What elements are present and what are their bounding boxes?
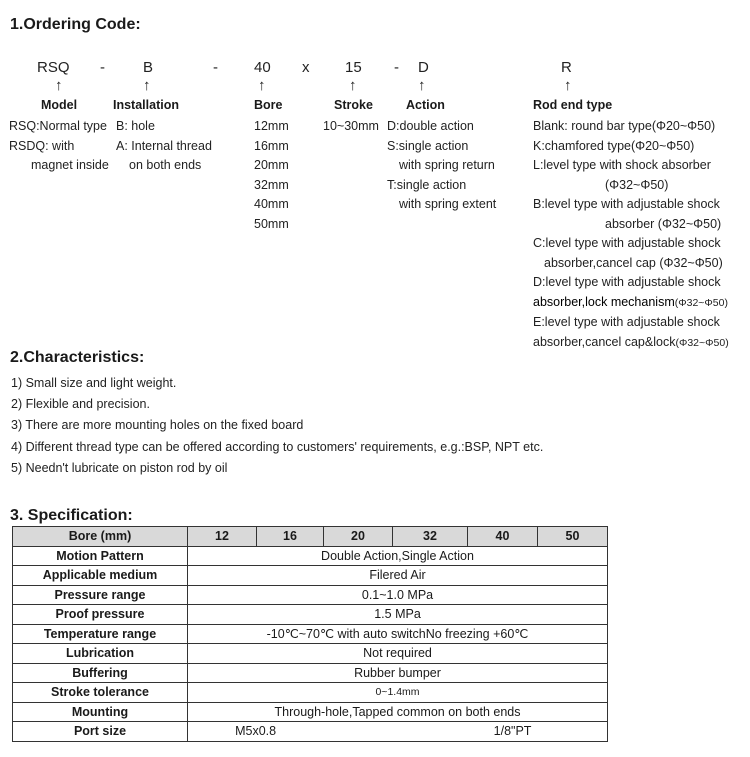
ordering-heading: 1.Ordering Code: — [10, 16, 141, 33]
list-item: 1) Small size and light weight. — [11, 376, 177, 390]
action-options — [387, 117, 496, 215]
code-dash: - — [394, 59, 399, 76]
row-label: Port size — [13, 722, 188, 742]
stroke-option: 10~30mm — [323, 119, 379, 133]
action-option: D:double action — [387, 119, 474, 133]
bore-option: 50mm — [254, 216, 289, 231]
row-label: Buffering — [13, 663, 188, 683]
arrow-up-icon: ↑ — [564, 77, 572, 94]
rodend-option: absorber,cancel cap&lock(Φ32~Φ50) — [533, 334, 729, 349]
code-rodend: R — [561, 59, 572, 76]
rodend-option: C:level type with adjustable shock — [533, 236, 721, 250]
port-size-large: 1/8"PT — [493, 724, 532, 739]
header-cell: Bore (mm) — [13, 527, 188, 547]
table-row — [13, 546, 608, 566]
row-label: Stroke tolerance — [13, 683, 188, 703]
rodend-option: D:level type with adjustable shock — [533, 275, 721, 289]
rodend-option: L:level type with shock absorber — [533, 158, 711, 172]
row-value: 0.1~1.0 MPa — [188, 585, 608, 605]
row-value — [188, 722, 608, 742]
header-cell: 16 — [257, 527, 324, 547]
list-item: 2) Flexible and precision. — [11, 397, 150, 412]
action-option: with spring extent — [399, 197, 497, 211]
specification-heading: 3. Specification: — [10, 507, 133, 524]
row-label: Mounting — [13, 702, 188, 722]
bore-options — [254, 117, 289, 234]
table-row — [13, 624, 608, 644]
model-option: RSQ:Normal type — [9, 119, 107, 133]
action-option: T:single action — [387, 177, 467, 192]
characteristics-heading: 2.Characteristics: — [10, 349, 145, 366]
row-value: Through-hole,Tapped common on both ends — [188, 702, 608, 722]
list-item: 5) Needn't lubricate on piston rod by oil — [11, 460, 228, 475]
code-dash: - — [100, 59, 105, 76]
code-bore: 40 — [254, 59, 271, 76]
row-label: Applicable medium — [13, 566, 188, 586]
code-installation: B — [143, 59, 154, 76]
model-option: RSDQ: with — [9, 138, 75, 153]
bore-option: 32mm — [254, 177, 289, 192]
label-installation: Installation — [113, 98, 179, 112]
arrow-up-icon: ↑ — [418, 77, 426, 94]
row-value: Not required — [188, 644, 608, 664]
label-stroke: Stroke — [334, 98, 373, 112]
row-label: Temperature range — [13, 624, 188, 644]
installation-option: A: Internal thread — [116, 138, 212, 153]
rodend-option: absorber (Φ32~Φ50) — [605, 216, 722, 231]
rodend-option: (Φ32~Φ50) — [605, 177, 669, 192]
installation-option: on both ends — [129, 158, 202, 172]
bore-option: 20mm — [254, 158, 289, 172]
code-dash: - — [213, 59, 218, 76]
table-row — [13, 683, 608, 703]
action-option: with spring return — [399, 158, 495, 172]
arrow-up-icon: ↑ — [55, 77, 63, 94]
table-row — [13, 722, 608, 742]
installation-options — [116, 117, 212, 176]
header-cell: 40 — [468, 527, 538, 547]
table-row — [13, 585, 608, 605]
arrow-up-icon: ↑ — [258, 77, 266, 94]
header-cell: 20 — [324, 527, 393, 547]
installation-option: B: hole — [116, 119, 155, 133]
label-bore: Bore — [254, 98, 283, 112]
row-value: Double Action,Single Action — [188, 546, 608, 566]
row-value: Rubber bumper — [188, 663, 608, 683]
arrow-up-icon: ↑ — [143, 77, 151, 94]
rodend-option: K:chamfored type(Φ20~Φ50) — [533, 138, 695, 153]
table-header-row — [13, 527, 608, 547]
rodend-option: absorber,lock mechanism(Φ32~Φ50) — [533, 294, 728, 309]
header-cell: 12 — [188, 527, 257, 547]
label-rodend: Rod end type — [533, 98, 613, 112]
bore-option: 16mm — [254, 138, 289, 153]
list-item: 3) There are more mounting holes on the fixed board — [11, 418, 304, 433]
rodend-option: E:level type with adjustable shock — [533, 315, 720, 329]
row-value: -10℃~70℃ with auto switchNo freezing +60℃ — [188, 624, 608, 644]
characteristics-list — [11, 373, 543, 479]
code-model: RSQ — [37, 59, 70, 76]
row-label: Motion Pattern — [13, 546, 188, 566]
stroke-options — [323, 117, 379, 137]
rodend-option: B:level type with adjustable shock — [533, 197, 720, 211]
label-action: Action — [406, 98, 445, 112]
model-option: magnet inside — [31, 158, 109, 172]
model-options — [9, 117, 109, 176]
arrow-up-icon: ↑ — [349, 77, 357, 94]
header-cell: 50 — [538, 527, 608, 547]
row-label: Lubrication — [13, 644, 188, 664]
rodend-options — [533, 117, 729, 353]
row-value: 1.5 MPa — [188, 605, 608, 625]
rodend-option: Blank: round bar type(Φ20~Φ50) — [533, 119, 716, 133]
port-size-small: M5x0.8 — [235, 724, 277, 739]
label-model: Model — [41, 98, 78, 112]
table-row — [13, 644, 608, 664]
bore-option: 40mm — [254, 197, 289, 211]
row-label: Proof pressure — [13, 605, 188, 625]
row-value: 0~1.4mm — [188, 683, 608, 703]
code-x: x — [302, 59, 310, 76]
header-cell: 32 — [393, 527, 468, 547]
table-row — [13, 663, 608, 683]
list-item: 4) Different thread type can be offered according to customers' requirements, e.g.:BSP, NPT etc. — [11, 439, 544, 454]
bore-option: 12mm — [254, 119, 289, 133]
row-label: Pressure range — [13, 585, 188, 605]
code-action: D — [418, 59, 429, 76]
rodend-option: absorber,cancel cap (Φ32~Φ50) — [544, 255, 723, 270]
code-stroke: 15 — [345, 59, 362, 76]
action-option: S:single action — [387, 138, 469, 153]
table-row — [13, 566, 608, 586]
specification-table — [12, 526, 608, 742]
table-row — [13, 605, 608, 625]
row-value: Filered Air — [188, 566, 608, 586]
table-row — [13, 702, 608, 722]
